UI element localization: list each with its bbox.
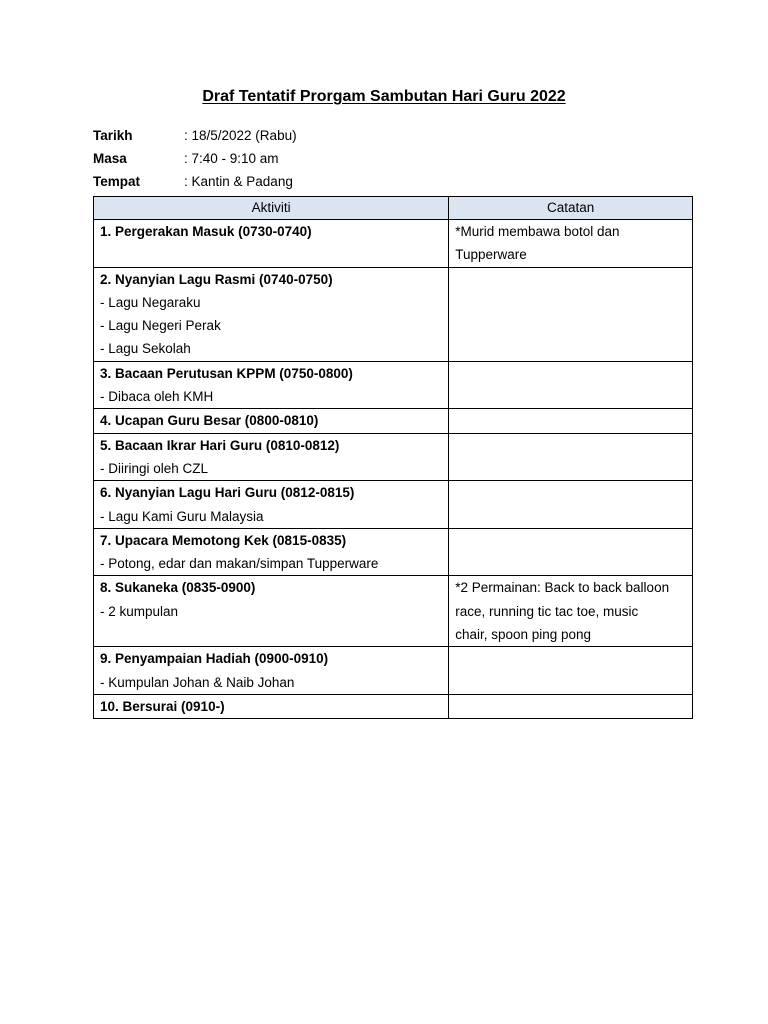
activity-cell — [94, 647, 449, 695]
table-row — [94, 481, 693, 529]
notes-cell — [449, 576, 693, 647]
table-row — [94, 267, 693, 361]
table-row — [94, 647, 693, 695]
agenda-body — [94, 220, 693, 719]
activity-detail: - Lagu Sekolah — [100, 341, 191, 357]
time-row — [93, 147, 297, 170]
table-row — [94, 528, 693, 576]
activity-cell — [94, 528, 449, 576]
place-value: : Kantin & Padang — [184, 174, 293, 189]
note-line: race, running tic tac toe, music — [455, 603, 639, 619]
activity-detail: - Diiringi oleh CZL — [100, 460, 209, 476]
table-row — [94, 220, 693, 268]
activity-cell — [94, 220, 449, 268]
notes-cell — [449, 433, 693, 481]
notes-cell — [449, 220, 693, 268]
time-value: : 7:40 - 9:10 am — [184, 151, 279, 166]
note-line: *Murid membawa botol dan — [455, 224, 620, 239]
table-row — [94, 694, 693, 718]
time-label: Masa — [93, 151, 127, 166]
activity-cell — [94, 433, 449, 481]
note-line: Tupperware — [455, 247, 527, 263]
table-row — [94, 361, 693, 409]
activity-detail: - Potong, edar dan makan/simpan Tupperware — [100, 556, 379, 572]
activity-cell — [94, 267, 449, 361]
activity-detail: - Lagu Negeri Perak — [100, 318, 221, 334]
activity-cell — [94, 694, 449, 718]
activity-cell — [94, 361, 449, 409]
notes-cell — [449, 694, 693, 718]
date-value: : 18/5/2022 (Rabu) — [184, 128, 297, 143]
notes-cell — [449, 528, 693, 576]
note-line: *2 Permainan: Back to back balloon — [455, 580, 670, 596]
activity-cell — [94, 409, 449, 433]
notes-cell — [449, 647, 693, 695]
activity-detail: - Lagu Negaraku — [100, 294, 201, 310]
table-row — [94, 576, 693, 647]
table-row — [94, 433, 693, 481]
activity-title: 6. Nyanyian Lagu Hari Guru (0812-0815) — [100, 485, 355, 501]
agenda-table — [93, 196, 693, 719]
activity-title: 2. Nyanyian Lagu Rasmi (0740-0750) — [100, 271, 333, 287]
table-row — [94, 409, 693, 433]
column-header-activity: Aktiviti — [94, 197, 449, 220]
activity-title: 7. Upacara Memotong Kek (0815-0835) — [100, 532, 347, 548]
date-label: Tarikh — [93, 128, 133, 143]
activity-title: 5. Bacaan Ikrar Hari Guru (0810-0812) — [100, 437, 340, 453]
activity-title: 1. Pergerakan Masuk (0730-0740) — [100, 224, 312, 239]
place-label: Tempat — [93, 174, 141, 189]
activity-title: 10. Bersurai (0910-) — [100, 698, 225, 714]
activity-title: 4. Ucapan Guru Besar (0800-0810) — [100, 413, 319, 429]
activity-detail: - Lagu Kami Guru Malaysia — [100, 508, 264, 524]
activity-detail: - Kumpulan Johan & Naib Johan — [100, 674, 295, 690]
note-line: chair, spoon ping pong — [455, 627, 592, 643]
notes-cell — [449, 409, 693, 433]
notes-cell — [449, 267, 693, 361]
notes-cell — [449, 481, 693, 529]
activity-title: 9. Penyampaian Hadiah (0900-0910) — [100, 651, 329, 667]
activity-detail: - 2 kumpulan — [100, 603, 179, 619]
place-row — [93, 170, 297, 193]
activity-title: 3. Bacaan Perutusan KPPM (0750-0800) — [100, 365, 353, 381]
document-title: Draf Tentatif Prorgam Sambutan Hari Guru 2022 — [202, 88, 566, 105]
date-row — [93, 124, 297, 147]
activity-cell — [94, 576, 449, 647]
activity-title: 8. Sukaneka (0835-0900) — [100, 580, 256, 596]
activity-detail: - Dibaca oleh KMH — [100, 389, 214, 405]
notes-cell — [449, 361, 693, 409]
activity-cell — [94, 481, 449, 529]
table-header-row — [94, 197, 693, 220]
column-header-notes: Catatan — [449, 197, 693, 220]
event-details — [93, 124, 297, 193]
